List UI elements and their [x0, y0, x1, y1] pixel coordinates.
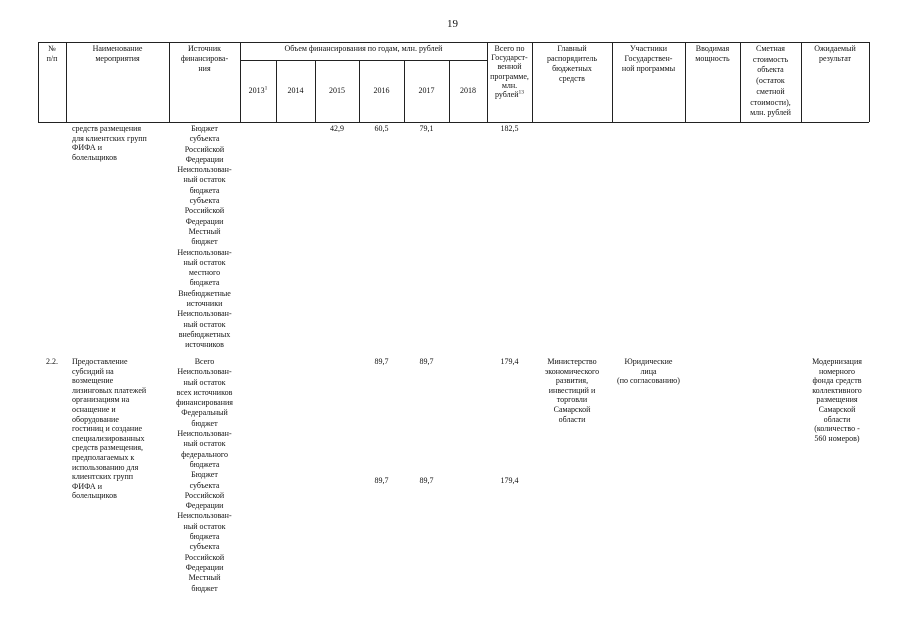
header-year-2013: 2013$^1$ — [248, 85, 268, 95]
block2-sources: Всего Неиспользован- ный остаток всех источников финансирования Федеральный бюджет Неиспользован- ный остаток федерального бюджета Бюджет субъекта Российской Федерации Неиспользован- ный остаток бюджета субъекта Российской Федерации Местный бюджет — [176, 357, 233, 593]
block2-region-value-2017: 89,7 — [419, 476, 434, 485]
block2-num: 2.2. — [46, 357, 58, 366]
header-estimate: Сметная стоимость объекта (остаток сметной стоимости), млн. рублей — [750, 44, 791, 118]
block2-manager: Министерство экономического развития, инвестиций и торговли Самарской области — [544, 357, 600, 424]
block2-all-value-2016: 89,7 — [374, 357, 389, 366]
header-source: Источник финансирова- ния — [180, 44, 229, 73]
block2-all-total: 179,4 — [500, 357, 519, 366]
header-capacity: Вводимая мощность — [695, 44, 730, 63]
block2-region-value-2016: 89,7 — [374, 476, 389, 485]
header-manager: Главный распорядитель бюджетных средств — [546, 44, 598, 83]
block2-result: Модернизация номерного фонда средств коллективного размещения Самарской области (количество - 560 номеров) — [812, 357, 862, 443]
header-year-2016: 2016 — [373, 86, 390, 95]
block1-sources: Бюджет субъекта Российской Федерации Неиспользован- ный остаток бюджета субъекта Российской Федерации Местный бюджет Неиспользован- ный остаток местного бюджета Внебюджетные источники Неиспользован- ный остаток внебюджетных источников — [177, 124, 232, 350]
block1-name-tail: средств размещения для клиентских групп ФИФА и болельщиков — [72, 124, 147, 162]
header-year-2017: 2017 — [418, 86, 435, 95]
header-year-2018: 2018 — [460, 86, 476, 95]
block1-value-2016: 60,5 — [374, 124, 389, 133]
block2-name: Предоставление субсидий на возмещение лизинговых платежей организациям на оснащение и оборудование гостиниц и создание специализированных средств размещения, предполагаемых к использованию для клиентских групп ФИФА и болельщиков — [72, 357, 147, 501]
block1-total: 182,5 — [500, 124, 519, 133]
header-funding-title: Объем финансирования по годам, млн. рублей — [284, 44, 443, 53]
block1-value-2015: 42,9 — [330, 124, 344, 133]
header-year-2015: 2015 — [329, 86, 345, 95]
col-border-source — [240, 42, 241, 122]
block2-region-total: 179,4 — [500, 476, 519, 485]
table-top-border — [38, 42, 869, 43]
header-num: № п/п — [46, 44, 58, 63]
block1-value-2017: 79,1 — [419, 124, 434, 133]
header-result: Ожидаемый результат — [814, 44, 856, 63]
block2-all-value-2017: 89,7 — [419, 357, 434, 366]
header-total: Всего по Государст- венной программе, млн. рублей$^{13}$ — [490, 44, 529, 100]
header-bottom-border — [38, 122, 869, 123]
col-border-right — [869, 42, 870, 122]
header-name: Наименование мероприятия — [92, 44, 143, 63]
header-participants: Участники Государствен- ной программы — [621, 44, 676, 73]
block2-participants: Юридические лица (по согласованию) — [617, 357, 680, 386]
page-number: 19 — [447, 18, 458, 30]
header-year-2014: 2014 — [287, 86, 304, 95]
